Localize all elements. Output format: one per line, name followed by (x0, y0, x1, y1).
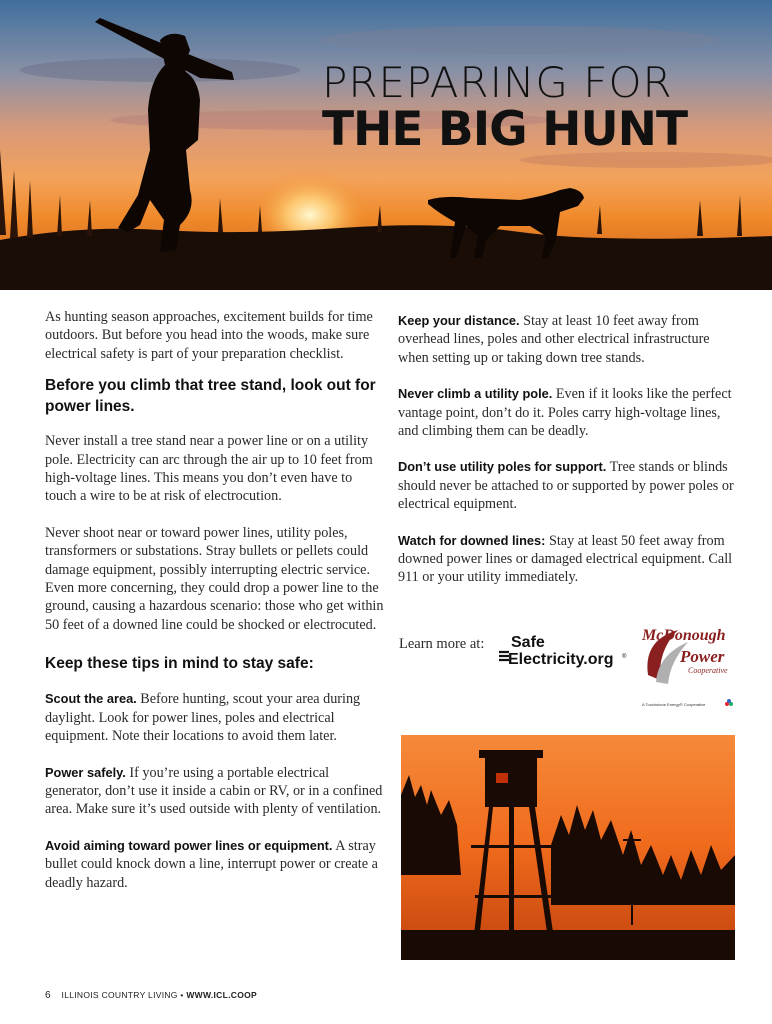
tip-scout (45, 690, 385, 745)
title-line-1: PREPARING FOR (322, 58, 673, 107)
safe-logo-reg: ® (622, 654, 627, 660)
paragraph-tree-stand: Never install a tree stand near a power line or on a utility pole. Electricity can arc through the air up to 10 feet from high-voltage lines. This means you don’t even have to touch a wire to be at risk of electrocution. (45, 433, 373, 505)
tip-distance (398, 312, 743, 367)
tip-downed (398, 532, 743, 587)
tip-power (45, 764, 385, 819)
mcd-logo-line1: McDonough (642, 627, 726, 644)
tip-text: Before hunting, scout your area during daylight. Look for power lines, poles and electrical equipment. Note their locations to avoid them later. (45, 691, 361, 745)
title-line-2: THE BIG HUNT (322, 102, 688, 157)
tip-text: Stay at least 50 feet away from downed power lines or damaged electrical equipment. Call 911 or your utility immediately. (398, 532, 733, 586)
tip-text: If you’re using a portable electrical generator, don’t use it inside a cabin or RV, or in a confined area. Make sure it’s used outside with plenty of ventilation. (45, 764, 383, 818)
safe-logo-line1: Safe (511, 634, 545, 651)
footer-url[interactable]: WWW.ICL.COOP (186, 990, 257, 1000)
right-column (398, 312, 743, 587)
publication-name: ILLINOIS COUNTRY LIVING (61, 990, 178, 1000)
tip-support (398, 458, 743, 513)
mcd-logo-line2: Power (680, 647, 725, 666)
tip-lead: Scout the area. (45, 691, 137, 707)
tip-text: A stray bullet could knock down a line, interrupt power or create a deadly hazard. (45, 837, 378, 891)
left-column (45, 308, 385, 892)
tip-lead: Avoid aiming toward power lines or equipment. (45, 837, 333, 853)
safe-logo-line2: Electricity.org (508, 651, 614, 668)
mcd-logo-line3: Cooperative (688, 666, 728, 675)
mcd-logo-tag: A Touchstone Energy® Cooperative (642, 702, 706, 707)
tip-text: Stay at least 10 feet away from overhead lines, poles and other electrical infrastructure when setting up or taking down tree stands. (398, 313, 710, 366)
safe-electricity-logo[interactable] (497, 632, 629, 668)
intro-paragraph: As hunting season approaches, excitement builds for time outdoors. But before you head into the woods, make sure electrical safety is part of your preparation checklist. (45, 309, 373, 362)
tip-lead: Watch for downed lines: (398, 532, 546, 548)
tip-text: Even if it looks like the perfect vantage point, don’t do it. Poles carry high-voltage lines, and climbing them can be deadly. (398, 386, 732, 440)
tip-lead: Never climb a utility pole. (398, 386, 553, 402)
footer-separator: • (180, 990, 184, 1000)
tip-lead: Power safely. (45, 764, 126, 780)
page-number: 6 (45, 990, 51, 1001)
page-footer (45, 990, 257, 1001)
heading-tree-stand: Before you climb that tree stand, look out for power lines. (45, 377, 376, 416)
mcdonough-power-logo[interactable] (638, 620, 738, 710)
hunting-blind-photo (401, 735, 735, 960)
tip-lead: Keep your distance. (398, 313, 520, 328)
tip-lead: Don’t use utility poles for support. (398, 459, 607, 475)
hero-image (0, 0, 772, 290)
tip-text: Tree stands or blinds should never be attached to or supported by power poles or electrical equipment. (398, 459, 734, 513)
touchstone-icon (727, 699, 731, 703)
paragraph-shooting: Never shoot near or toward power lines, utility poles, transformers or substations. Stray bullets or pellets could damage equipment, possibly interrupting electric service. Even more concerning, they could drop a power line to the ground, causing a hazardous scenario: those who get within 50 feet of a downed line could be shocked or electrocuted. (45, 524, 384, 633)
learn-more-label: Learn more at: (399, 636, 485, 652)
tip-climb (398, 385, 743, 440)
heading-tips: Keep these tips in mind to stay safe: (45, 655, 314, 673)
tip-aiming (45, 837, 385, 892)
